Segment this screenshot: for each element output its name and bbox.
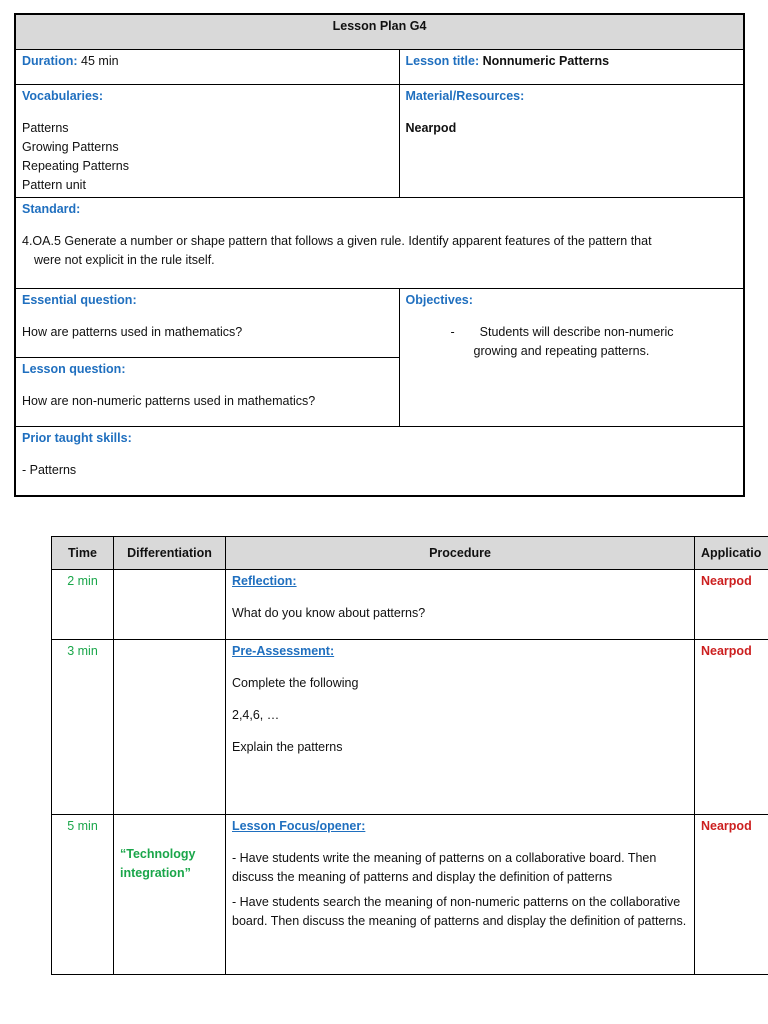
- procedure-table: [51, 536, 768, 975]
- standard-text-line1: 4.OA.5 Generate a number or shape pattern that follows a given rule. Identify apparent features of the pattern that: [22, 234, 652, 248]
- vocab-item: Pattern unit: [22, 178, 86, 192]
- lesson-plan-table: [14, 13, 745, 497]
- table-row: [52, 640, 768, 815]
- essential-question-label: Essential question:: [22, 293, 137, 307]
- row-procedure: [226, 570, 695, 640]
- lesson-plan-title: Lesson Plan G4: [15, 14, 744, 50]
- row-differentiation: [114, 815, 226, 975]
- lesson-question-text: How are non-numeric patterns used in mathematics?: [22, 394, 316, 408]
- header-application: Applicatio: [695, 537, 768, 570]
- material-cell: [399, 85, 744, 198]
- duration-value: 45 min: [81, 54, 119, 68]
- standard-label: Standard:: [22, 202, 81, 216]
- row-time: 3 min: [52, 640, 114, 815]
- material-value: Nearpod: [405, 121, 457, 135]
- prior-skills-cell: [15, 427, 744, 497]
- reflection-heading: Reflection:: [232, 574, 297, 588]
- objective-line1: - Students will describe non-numeric: [450, 325, 674, 339]
- table-row: [52, 570, 768, 640]
- row-differentiation: [114, 570, 226, 640]
- lesson-question-label: Lesson question:: [22, 362, 126, 376]
- header-differentiation: Differentiation: [114, 537, 226, 570]
- procedure-line: 2,4,6, …: [232, 708, 280, 722]
- procedure-paragraph: - Have students write the meaning of patterns on a collaborative board. Then discuss the meaning of patterns and display the definition of patterns: [232, 851, 657, 884]
- row-application: Nearpod: [695, 570, 768, 640]
- prior-skills-label: Prior taught skills:: [22, 431, 132, 445]
- vocab-item: Repeating Patterns: [22, 159, 130, 173]
- lesson-question-cell: [15, 358, 399, 427]
- standard-cell: [15, 198, 744, 289]
- row-procedure: [226, 815, 695, 975]
- objective-bullet: -: [450, 325, 455, 339]
- table-row: [52, 815, 768, 975]
- vocabularies-label: Vocabularies:: [22, 89, 104, 103]
- row-differentiation: [114, 640, 226, 815]
- header-time: Time: [52, 537, 114, 570]
- row-application: Nearpod: [695, 640, 768, 815]
- row-time: 5 min: [52, 815, 114, 975]
- vocabularies-cell: [15, 85, 399, 198]
- procedure-line: Complete the following: [232, 676, 359, 690]
- lesson-title-label: Lesson title:: [405, 54, 480, 68]
- essential-question-cell: [15, 289, 399, 358]
- vocab-item: Growing Patterns: [22, 140, 119, 154]
- material-label: Material/Resources:: [405, 89, 525, 103]
- duration-label: Duration:: [22, 54, 78, 68]
- row-application: Nearpod: [695, 815, 768, 975]
- row-time: 2 min: [52, 570, 114, 640]
- lesson-title-value: Nonnumeric Patterns: [482, 54, 610, 68]
- standard-text-line2: were not explicit in the rule itself.: [34, 253, 215, 267]
- objective-line2: growing and repeating patterns.: [473, 344, 650, 358]
- objectives-cell: [399, 289, 744, 427]
- procedure-paragraph: - Have students search the meaning of non-numeric patterns on the collaborative board. Then discuss the meaning of patterns and display the definition of patterns.: [232, 895, 687, 928]
- procedure-line: Explain the patterns: [232, 740, 343, 754]
- duration-cell: [15, 50, 399, 85]
- essential-question-text: How are patterns used in mathematics?: [22, 325, 243, 339]
- procedure-line: What do you know about patterns?: [232, 606, 426, 620]
- objectives-label: Objectives:: [405, 293, 473, 307]
- header-procedure: Procedure: [226, 537, 695, 570]
- row-procedure: [226, 640, 695, 815]
- technology-integration-note: “Technology integration”: [120, 847, 196, 880]
- lesson-focus-heading: Lesson Focus/opener:: [232, 819, 366, 833]
- prior-skills-text: - Patterns: [22, 463, 77, 477]
- vocab-item: Patterns: [22, 121, 69, 135]
- lesson-title-cell: [399, 50, 744, 85]
- pre-assessment-heading: Pre-Assessment:: [232, 644, 335, 658]
